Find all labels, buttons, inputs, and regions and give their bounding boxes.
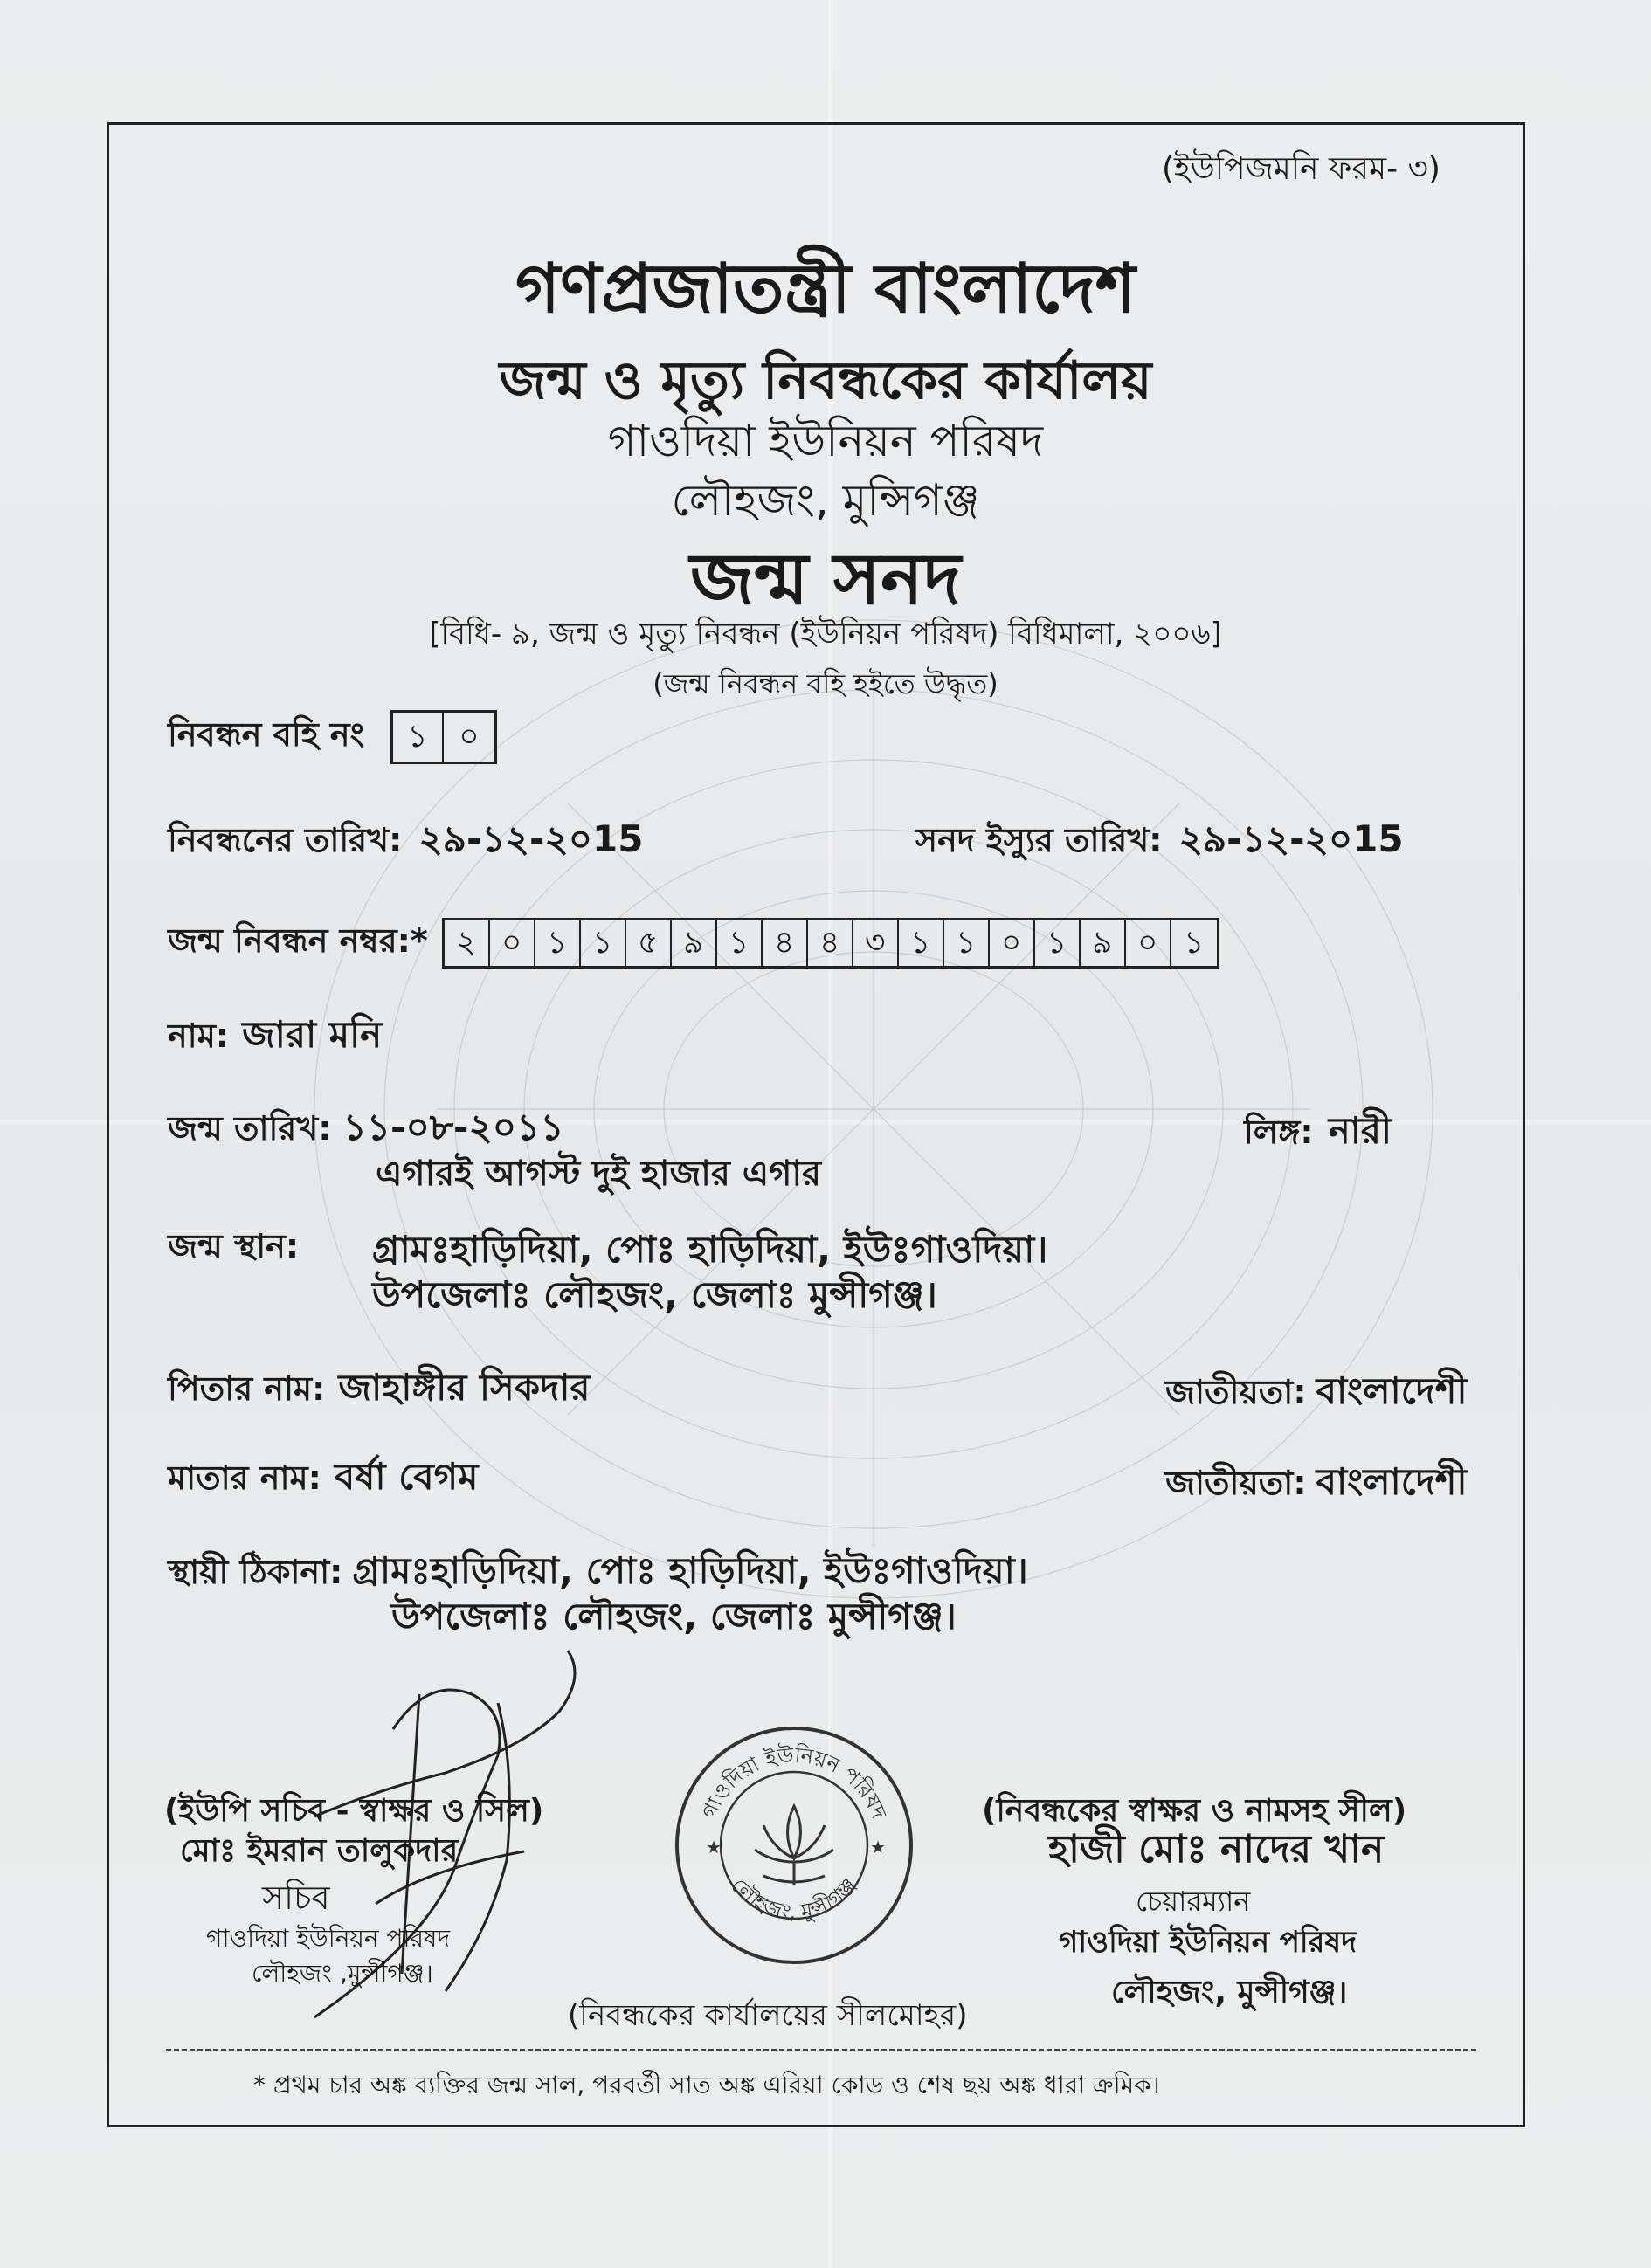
father-row [168,1359,591,1421]
footer-divider [166,2049,1476,2051]
secretary-title: সচিব [262,1879,330,1917]
mother-name: বর্ষা বেগম [334,1455,479,1498]
issue-date-value: ২৯-১২-২০15 [1178,817,1404,860]
seal-star-icon: ★ [870,1837,886,1858]
birth-place-label: জন্ম স্থান: [168,1227,300,1265]
father-name: জাহাঙ্গীর সিকদার [338,1366,591,1409]
registration-date-value: ২৯-১২-২০15 [418,817,644,860]
secretary-name: মোঃ ইমরান তালুকদার [180,1833,459,1869]
father-nationality-row [1165,1362,1468,1424]
date-of-birth-value: ১১-০৮-২০১১ [342,1106,564,1148]
permanent-address-line1: গ্রামঃহাড়িদিয়া, পোঃ হাড়িদিয়া, ইউঃগাওদিয়া। [352,1549,1028,1592]
secretary-location: লৌহজং ,মুন্সীগঞ্জ। [252,1959,433,1988]
digit-box: ১ [1035,920,1081,966]
registration-book-row [168,709,497,765]
birth-registration-number-label: জন্ম নিবন্ধন নম্বর:* [168,921,428,960]
digit-box: ১ [944,920,990,966]
gender-row [1244,1102,1392,1164]
date-of-birth-label: জন্ম তারিখ: [168,1109,332,1148]
permanent-address-label: স্থায়ী ঠিকানা: [168,1553,343,1591]
digit-box: ০ [990,920,1035,966]
extract-note: (জন্ম নিবন্ধন বহি হইতে উদ্ধৃত) [653,667,998,700]
digit-box: ১ [1184,925,1205,961]
registrar-union: গাওদিয়া ইউনিয়ন পরিষদ [1059,1925,1357,1960]
father-nationality-label: জাতীয়তা: [1165,1373,1307,1411]
digit-box: ১ [535,920,581,966]
office-seal-caption: (নিবন্ধকের কার্যালয়ের সীলমোহর) [568,1998,968,2033]
gender-label: লিঙ্গ: [1244,1113,1314,1151]
digit-box: ০ [1126,920,1171,966]
union-name: গাওদিয়া ইউনিয়ন পরিষদ [607,416,1044,466]
seal-bottom-text: লৌহজং, মুন্সীগঞ্জ [726,1872,862,1926]
union-location: লৌহজং, মুন্সিগঞ্জ [671,475,980,526]
name-label: নাম: [168,1017,229,1055]
birth-registration-number-row [168,915,1219,971]
digit-box: ১ [899,920,944,966]
mother-nationality-label: জাতীয়তা: [1165,1464,1307,1502]
secretary-caption: (ইউপি সচিব - স্বাক্ষর ও সিল) [164,1793,544,1829]
registration-book-label: নিবন্ধন বহি নং [168,715,364,754]
father-label: পিতার নাম: [168,1369,326,1408]
secretary-union: গাওদিয়া ইউনিয়ন পরিষদ [206,1924,451,1953]
father-nationality-value: বাংলাদেশী [1316,1369,1468,1412]
mother-label: মাতার নাম: [168,1458,321,1497]
issue-date-label: সনদ ইস্যুর তারিখ: [915,821,1163,859]
permanent-address-line2: উপজেলাঃ লৌহজং, জেলাঃ মুন্সীগঞ্জ। [391,1595,957,1637]
gender-value: নারী [1328,1109,1392,1152]
registrar-caption: (নিবন্ধকের স্বাক্ষর ও নামসহ সীল) [982,1793,1407,1829]
mother-row [168,1448,478,1510]
date-of-birth-in-words: এগারই আগস্ট দুই হাজার এগার [376,1154,822,1194]
registration-book-digits [390,710,497,764]
birth-registration-number-digits [442,918,1219,969]
seal-star-icon: ★ [706,1837,722,1858]
birth-place-line2: উপজেলাঃ লৌহজং, জেলাঃ মুন্সীগঞ্জ। [372,1273,937,1316]
seal-top-text: গাওদিয়া ইউনিয়ন পরিষদ [696,1742,892,1823]
office-title: জন্ম ও মৃত্যু নিবন্ধকের কার্যালয় [499,350,1152,411]
digit-box: ৪ [808,920,853,966]
registrar-name: হাজী মোঃ নাদের খান [1048,1827,1385,1872]
country-title: গণপ্রজাতন্ত্রী বাংলাদেশ [515,250,1136,328]
digit-box: ৫ [626,920,672,966]
digit-box: ৪ [763,920,808,966]
registrar-location: লৌহজং, মুন্সীগঞ্জ। [1111,1975,1348,2010]
registrar-title: চেয়ারম্যান [1136,1885,1251,1918]
digit-box: ১ [393,713,444,762]
registration-date-label: নিবন্ধনের তারিখ: [168,821,403,859]
name-value: জারা মনি [242,1013,383,1056]
name-row [168,1006,382,1068]
union-seal [671,1722,917,1968]
digit-box: ২ [445,920,490,966]
digit-box: ৯ [1081,920,1126,966]
form-number: (ইউপিজমনি ফরম- ৩) [1162,151,1440,187]
digit-box: ৯ [672,920,717,966]
registration-date-row [168,810,644,872]
mother-nationality-row [1165,1453,1468,1515]
footnote: * প্রথম চার অঙ্ক ব্যক্তির জন্ম সাল, পরবর্তী সাত অঙ্ক এরিয়া কোড ও শেষ ছয় অঙ্ক ধারা ক্রমিক। [253,2071,1160,2099]
digit-box: ৩ [853,920,899,966]
certificate-title: জন্ম সনদ [689,538,962,621]
birth-place-line1: গ্রামঃহাড়িদিয়া, পোঃ হাড়িদিয়া, ইউঃগাওদিয়া। [372,1228,1048,1271]
digit-box: ১ [717,920,763,966]
rule-reference: [বিধি- ৯, জন্ম ও মৃত্যু নিবন্ধন (ইউনিয়ন পরিষদ) বিধিমালা, ২০০৬] [429,617,1222,651]
lotus-emblem-icon [755,1806,833,1885]
digit-box: ১ [581,920,626,966]
digit-box: ০ [490,920,535,966]
digit-box: ০ [459,719,480,755]
issue-date-row [915,810,1404,872]
mother-nationality-value: বাংলাদেশী [1316,1460,1468,1503]
